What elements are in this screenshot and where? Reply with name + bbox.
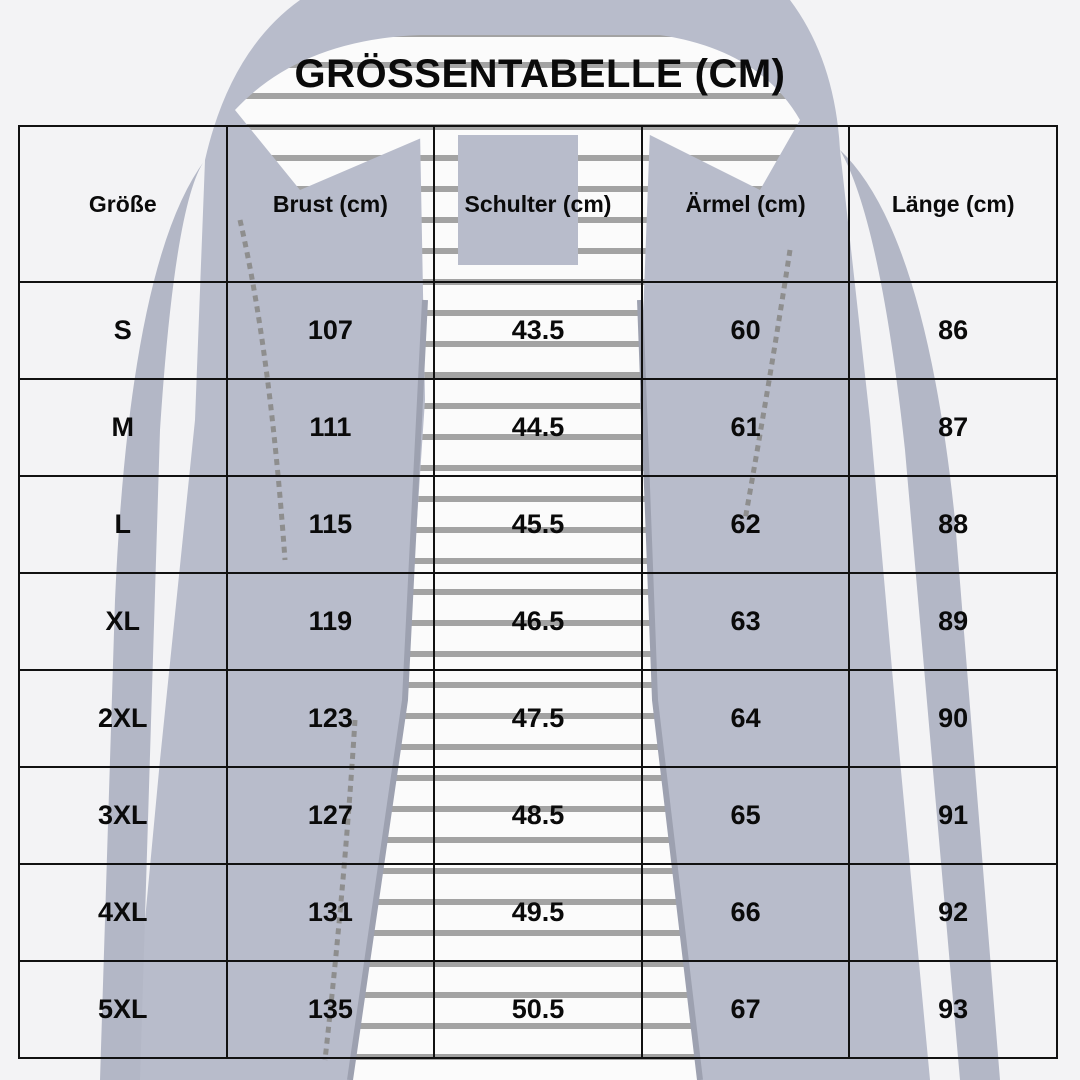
table-cell: 91: [849, 767, 1057, 864]
table-cell: XL: [19, 573, 227, 670]
table-cell: 44.5: [434, 379, 642, 476]
table-cell: 92: [849, 864, 1057, 961]
table-cell: 119: [227, 573, 435, 670]
table-cell: 63: [642, 573, 850, 670]
table-cell: 88: [849, 476, 1057, 573]
table-cell: 111: [227, 379, 435, 476]
table-header-row: [19, 126, 1057, 282]
table-cell: 50.5: [434, 961, 642, 1058]
table-cell: 123: [227, 670, 435, 767]
column-header: Länge (cm): [849, 126, 1057, 282]
table-cell: 93: [849, 961, 1057, 1058]
table-cell: 60: [642, 282, 850, 379]
column-header: Schulter (cm): [434, 126, 642, 282]
table-cell: L: [19, 476, 227, 573]
table-cell: 61: [642, 379, 850, 476]
table-cell: 49.5: [434, 864, 642, 961]
table-row: [19, 670, 1057, 767]
table-cell: 48.5: [434, 767, 642, 864]
table-cell: 87: [849, 379, 1057, 476]
table-cell: 127: [227, 767, 435, 864]
table-cell: 89: [849, 573, 1057, 670]
table-cell: 135: [227, 961, 435, 1058]
table-cell: 3XL: [19, 767, 227, 864]
table-cell: 90: [849, 670, 1057, 767]
table-cell: 45.5: [434, 476, 642, 573]
table-cell: S: [19, 282, 227, 379]
table-cell: 5XL: [19, 961, 227, 1058]
size-chart-table: [18, 125, 1058, 1059]
table-cell: 64: [642, 670, 850, 767]
table-row: [19, 379, 1057, 476]
table-cell: 86: [849, 282, 1057, 379]
table-cell: 62: [642, 476, 850, 573]
table-cell: 43.5: [434, 282, 642, 379]
table-cell: M: [19, 379, 227, 476]
table-cell: 47.5: [434, 670, 642, 767]
table-cell: 2XL: [19, 670, 227, 767]
column-header: Größe: [19, 126, 227, 282]
table-cell: 67: [642, 961, 850, 1058]
table-row: [19, 767, 1057, 864]
column-header: Brust (cm): [227, 126, 435, 282]
table-row: [19, 864, 1057, 961]
table-row: [19, 282, 1057, 379]
table-row: [19, 961, 1057, 1058]
table-row: [19, 476, 1057, 573]
table-cell: 107: [227, 282, 435, 379]
table-cell: 66: [642, 864, 850, 961]
table-cell: 131: [227, 864, 435, 961]
page-title: GRÖSSENTABELLE (CM): [294, 52, 786, 96]
table-cell: 46.5: [434, 573, 642, 670]
table-row: [19, 573, 1057, 670]
table-cell: 65: [642, 767, 850, 864]
table-cell: 115: [227, 476, 435, 573]
table-cell: 4XL: [19, 864, 227, 961]
column-header: Ärmel (cm): [642, 126, 850, 282]
